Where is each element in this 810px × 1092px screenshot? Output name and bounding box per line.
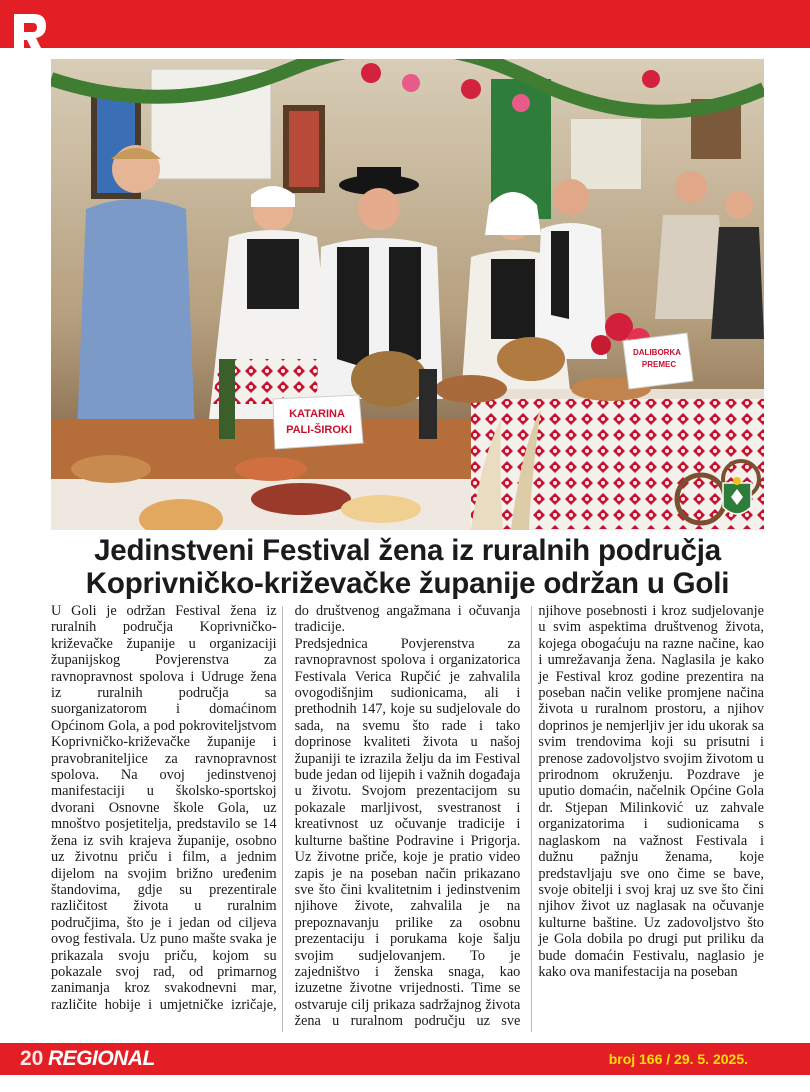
regional-r-logo-icon [12,12,48,60]
brand-logo: REGIONAL [48,1047,155,1070]
article-body [51,603,764,1038]
article-paragraph: U Goli je održan Festival žena iz ruralnih područja Koprivničko-križevačke županije u organizaciji županijskog Povjerenstva za ravnopravnost spolova i Udruge žena iz ruralnih područja sa suorganizatorom i domaćinom Općinom Gola, a pod pokroviteljstvom Koprivničko-križevačke županije i pravobraniteljice za ravnopravnost spolova. Na ovoj jedinstvenoj manifestaciji u školsko-sportskoj dvorani Osnovne škole Gola, uz mnoštvo posjetitelja, predstavilo se 14 žena iz svih krajeva županije, osobno uz životnu priču i film, a jednim dijelom na svojim brižno uređenim štandovima, gdje su prezentirale različitost života u ruralnim područjima, što je i jedan od ciljeva ovog festivala. Uz puno mašte svaka je prikazala svoju priču, kojom su pokazale svoj rad, od primarnog zanimanja kroz svakodnevni mar, različite hobije i umjetničke izričaje, do društvenog angažmana i očuvanja tradicije. [51,603,521,1013]
article-headline: Jedinstveni Festival žena iz ruralnih područja Koprivničko-križevačke županije održan u Goli [85,534,730,600]
sign-daliborka-line1: DALIBORKA [633,348,681,357]
article-paragraph: Predsjednica Povjerenstva za ravnopravnost spolova i organizatorica Festivala Verica Rupčić je zahvalila ovogodišnjim sudionicama, ali i prethodnih 147, koje su sudjelovale do sada, na svemu što rade i tako doprinose kvaliteti života u našoj županiji te izrazila želju da im Festival bude jedan od lijepih i važnih događaja u životu. Svojom prezentacijom su pokazale marljivost, svestranost i kreativnost uz očuvanje tradicije i kulturne baštine Podravine i Prigorja. Uz životne priče, koje je pratio video zapis je na poseban način prikazano sve što čini kvalitetnim i jedinstvenim njihove živote, zahvalila je na prepoznavanju prilike za osobnu prezentaciju i porukama koje šalju svojim sudjelovanjem. To je zajedništvo i ženska snaga, kao izuzetne životne vrijednosti. Time se ostvaruje cilj prikaza sadržajnog života žena u ruralnom području uz sve njihove posebnosti i kroz sudjelovanje u svim aspektima društvenog života, kojega obogaćuju na razne načine, kao i umrežavanja žena. Naglasila je kako je Festival kroz godine prezentira na poseban način velike promjene načina života u ruralnom prostoru, a njihov doprinos je nemjerljiv jer idu ukorak sa svim trendovima koji su prisutni i prenose zadovoljstvo svojim životom u prirodnom okruženju. Pozdrave je uputio domaćin, načelnik Općine Gola dr. Stjepan Milinković uz zahvale organizatorima i sudionicama s naglaskom na važnost Festivala i dužnu pažnju ženama, koje predstavljaju sve ono čime se bave, svoje obitelji i svoj kraj uz sve što čini njihov život uz naglasak na očuvanje kulturne baštine. Uz zadovoljstvo što je Gola dobila po drugi put priliku da bude domaćin Festivalu, naglasio je kako ova manifestacija na poseban [294,603,764,1030]
sign-katarina-line2: PALI-ŠIROKI [286,424,352,436]
festival-photo [51,59,764,530]
sign-katarina [273,395,363,449]
issue-info: broj 166 / 29. 5. 2025. [608,1051,748,1067]
top-red-bar [0,0,810,48]
sign-katarina-line1: KATARINA [289,408,345,420]
coat-of-arms-icon [723,477,751,514]
sign-daliborka-line2: PREMEC [641,360,677,369]
page-number: 20 [20,1047,44,1070]
sign-daliborka [623,333,693,389]
